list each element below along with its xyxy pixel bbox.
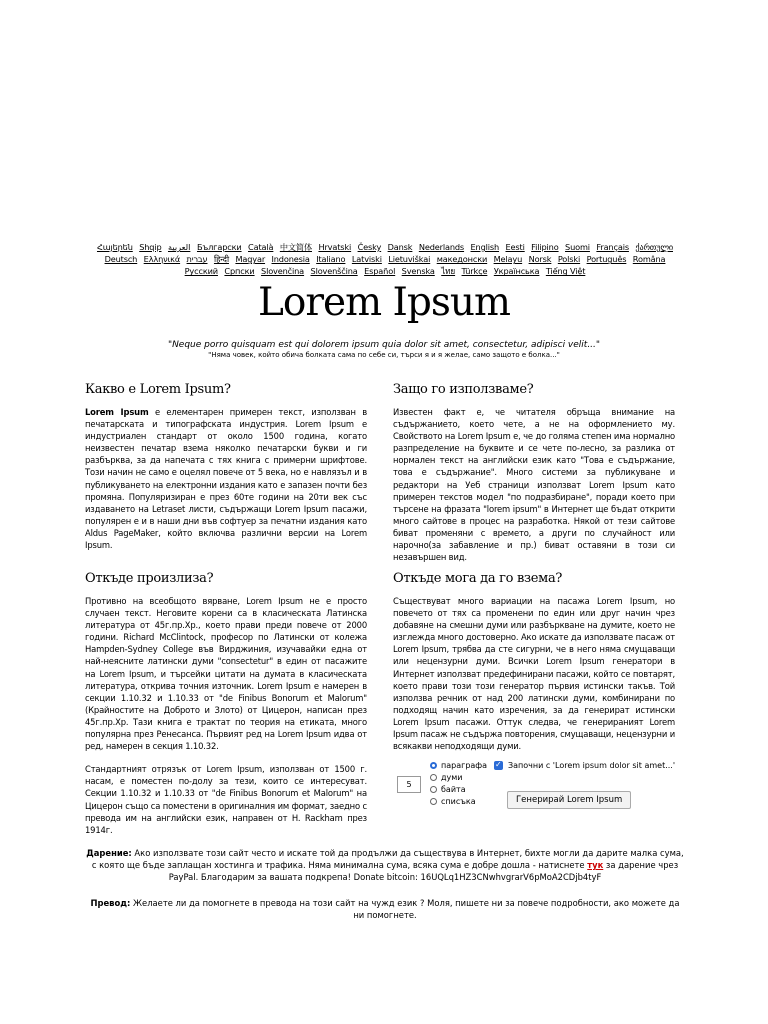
language-link[interactable]: Հայերեն bbox=[96, 242, 133, 252]
language-link[interactable]: Magyar bbox=[235, 254, 266, 265]
language-link[interactable]: Shqip bbox=[139, 242, 162, 252]
start-with-lorem-label: Започни с 'Lorem ipsum dolor sit amet...' bbox=[508, 761, 676, 770]
language-link[interactable]: Ελληνικά bbox=[143, 254, 181, 265]
language-link[interactable]: македонски bbox=[436, 254, 488, 265]
radio-bytes[interactable] bbox=[430, 786, 437, 793]
section-why-body: Известен факт е, че читателя обръща внимание на съдържанието, което чете, а не на оформлението му. Свойството на Lorem Ipsum е, че до голяма степен има нормално разпределение на буквите и се чете по-лесно, за разлика от нормален текст на английски език като "Това е съдържание, това е съдържание". Много системи за публикуване и редактори на Уеб страници използват Lorem Ipsum като примерен текстов модел "по подразбиране", поради което при търсене на фразата "lorem ipsum" в Интернет ще бъдат открити много сайтове в процес на разработка. Някой от тези сайтове биват променяни с времето, а други по случайност или нарочно(за забавление и пр.) биват оставяни в този си незавършен вид. bbox=[393, 407, 675, 563]
language-link[interactable]: Polski bbox=[557, 254, 581, 265]
language-link[interactable]: Español bbox=[364, 266, 396, 277]
language-link[interactable]: Pyccкий bbox=[184, 266, 218, 277]
donation-label: Дарение: bbox=[86, 848, 132, 858]
option-paragraphs[interactable] bbox=[430, 760, 487, 771]
language-link[interactable]: हिन्दी bbox=[213, 254, 229, 265]
option-bytes-label: байта bbox=[441, 785, 466, 794]
radio-paragraphs[interactable] bbox=[430, 762, 437, 769]
page-title: Lorem Ipsum bbox=[258, 280, 510, 325]
language-link[interactable]: Français bbox=[596, 242, 629, 252]
translated-quote: "Няма човек, който обича болката сама по себе си, търси я и я желае, само защото е болка..." bbox=[208, 351, 560, 359]
donation-text-after: за дарение чрез PayPal. Благодарим за вашата подкрепа! Donate bitcoin: 16UQLq1HZ3CNwhvgrarV6pMoA2CDjb4tyF bbox=[168, 860, 679, 883]
section-where-from bbox=[85, 570, 367, 836]
lorem-generator-form bbox=[397, 760, 687, 830]
option-bytes[interactable] bbox=[430, 784, 466, 795]
section-what-text: е елементарен примерен текст, използван в печатарската и типографската индустрия. Lorem Ipsum е индустриален стандарт от около 1500 година, когато неизвестен печатар взема няколко печатарски букви и ги разбърква, за да напечата с тях книга с примерни шрифтове. Този начин не само е оцелял повече от 5 века, но е навлязъл и в публикуването на електронни издания като е запазен почти без промяна. Популяризиран е през 60те години на 20ти век със издаването на Letraset листи, съдържащи Lorem Ipsum пасажи, популярен е и в наши дни във софтуер за печатни издания като Aldus PageMaker, който включва различни версии на Lorem Ipsum. bbox=[85, 407, 367, 551]
section-what-heading: Какво е Lorem Ipsum? bbox=[85, 382, 231, 397]
language-link[interactable]: עברית bbox=[186, 254, 208, 265]
option-paragraphs-label: параграфа bbox=[441, 761, 488, 770]
language-link[interactable]: Filipino bbox=[531, 242, 559, 252]
language-link[interactable]: ქართული bbox=[635, 242, 673, 252]
donation-text-before: Ако използвате този сайт често и искате той да продължи да съществува в Интернет, бихте могли да дарите малка сума, с която ще бъде заплащан хостинга и трафика. Няма минимална сума, всяка сума е добре дошла - натиснете bbox=[91, 848, 684, 871]
language-link[interactable]: Català bbox=[248, 242, 274, 252]
donation-notice bbox=[85, 847, 685, 884]
language-link[interactable]: Slovenščina bbox=[310, 266, 358, 277]
section-why bbox=[393, 381, 675, 563]
option-words-label: думи bbox=[441, 773, 463, 782]
language-link[interactable]: Türkçe bbox=[461, 266, 488, 277]
option-lists-label: списъка bbox=[441, 797, 476, 806]
translation-label: Превод: bbox=[90, 898, 131, 908]
latin-quote: "Neque porro quisquam est qui dolorem ipsum quia dolor sit amet, consectetur, adipisci velit..." bbox=[167, 340, 601, 350]
section-why-heading: Защо го използваме? bbox=[393, 382, 534, 397]
language-list bbox=[85, 241, 685, 278]
language-link[interactable]: ไทย bbox=[441, 266, 456, 277]
amount-input[interactable] bbox=[397, 776, 421, 793]
language-link[interactable]: English bbox=[470, 242, 500, 252]
section-what-body bbox=[85, 406, 367, 551]
language-link[interactable]: Melayu bbox=[493, 254, 523, 265]
language-link[interactable]: Norsk bbox=[528, 254, 552, 265]
start-with-lorem-option[interactable] bbox=[494, 760, 684, 771]
language-link[interactable]: Lietuviškai bbox=[388, 254, 431, 265]
section-where-from-heading: Откъде произлиза? bbox=[85, 571, 214, 586]
language-link[interactable]: Português bbox=[586, 254, 627, 265]
language-link[interactable]: Suomi bbox=[565, 242, 590, 252]
option-words[interactable] bbox=[430, 772, 463, 783]
section-where-get-heading: Откъде мога да го взема? bbox=[393, 571, 563, 586]
section-what bbox=[85, 381, 367, 551]
section-where-get-body: Съществуват много вариации на пасажа Lorem Ipsum, но повечето от тях са променени по един или друг начин чрез добавяне на смешни думи или разбъркване на думите, което не изглежда много достоверно. Ако искате да използвате пасаж от Lorem Ipsum, трябва да сте сигурни, че в него няма смущаващи или нецензурни думи. Всички Lorem Ipsum генератори в Интернет използват предефинирани пасажи, който се повтарят, което прави този този генератор първия истински такъв. Той използва речник от над 200 латински думи, комбинирани по подходящ начин като изречения, за да генерират истински Lorem Ipsum пасажи. Оттук следва, че генерираният Lorem Ipsum пасаж не съдържа повторения, смущаващи, нецензурни и всякакви неподходящи думи. bbox=[393, 596, 675, 752]
language-link[interactable]: Hrvatski bbox=[318, 242, 352, 252]
translation-notice bbox=[85, 897, 685, 921]
language-link[interactable]: Italiano bbox=[316, 254, 346, 265]
generate-button[interactable]: Генерирай Lorem Ipsum bbox=[507, 791, 631, 809]
language-link[interactable]: Česky bbox=[357, 242, 382, 252]
translation-text: Желаете ли да помогнете в превода на този сайт на чужд език ? Моля, пишете ни за повече подробности, ако можете да ни помогнете. bbox=[130, 898, 680, 921]
section-where-from-body-1: Противно на всеобщото вярване, Lorem Ipsum не е просто случаен текст. Неговите корени са в класическата Латинска литература от 45г.пр.Хр., което прави преди повече от 2000 години. Richard McClintock, професор по Латински от колежа Hampden-Sydney College във Вирджиния, изучавайки една от най-неясните латински думи "consectetur" в един от пасажите на Lorem Ipsum, и търсейки цитати на думата в класическата литература, открива точния източник. Lorem Ipsum е намерен в секции 1.10.32 и 1.10.33 от "de Finibus Bonorum et Malorum" (Крайностите на Доброто и Злото) от Цицерон, написан през 45г.пр.Хр. Тази книга е трактат по теория на етиката, много популярна през Ренесанса. Първият ред на Lorem Ipsum идва от ред, намерен в секция 1.10.32. bbox=[85, 596, 367, 752]
language-link[interactable]: Dansk bbox=[387, 242, 413, 252]
language-link[interactable]: Српски bbox=[224, 266, 255, 277]
option-lists[interactable] bbox=[430, 796, 476, 807]
language-link[interactable]: Eesti bbox=[505, 242, 525, 252]
language-link[interactable]: 中文简体 bbox=[279, 242, 312, 252]
section-where-from-body-2: Стандартният отрязък от Lorem Ipsum, използван от 1500 г. насам, е поместен по-долу за тези, които се интересуват. Секции 1.10.32 и 1.10.33 от "de Finibus Bonorum et Malorum" на Цицерон също са поместени в оригиналния им формат, заедно с превода им на английски език, направен от H. Rackham през 1914г. bbox=[85, 764, 367, 835]
start-with-lorem-checkbox[interactable] bbox=[494, 761, 503, 770]
radio-words[interactable] bbox=[430, 774, 437, 781]
language-link[interactable]: Indonesia bbox=[271, 254, 310, 265]
section-what-lead: Lorem Ipsum bbox=[85, 407, 149, 417]
radio-lists[interactable] bbox=[430, 798, 437, 805]
language-link[interactable]: Български bbox=[196, 242, 242, 252]
language-link[interactable]: Nederlands bbox=[418, 242, 465, 252]
language-link[interactable]: Slovenčina bbox=[261, 266, 305, 277]
language-link[interactable]: العربية bbox=[167, 242, 191, 252]
language-link[interactable]: Українська bbox=[493, 266, 540, 277]
donate-link[interactable]: тук bbox=[587, 860, 604, 871]
language-link[interactable]: Svenska bbox=[401, 266, 435, 277]
section-where-get bbox=[393, 570, 675, 752]
language-link[interactable]: Tiếng Việt bbox=[545, 266, 586, 277]
language-link[interactable]: Româna bbox=[632, 254, 666, 265]
language-link[interactable]: Deutsch bbox=[104, 254, 138, 265]
language-link[interactable]: Latviski bbox=[351, 254, 382, 265]
